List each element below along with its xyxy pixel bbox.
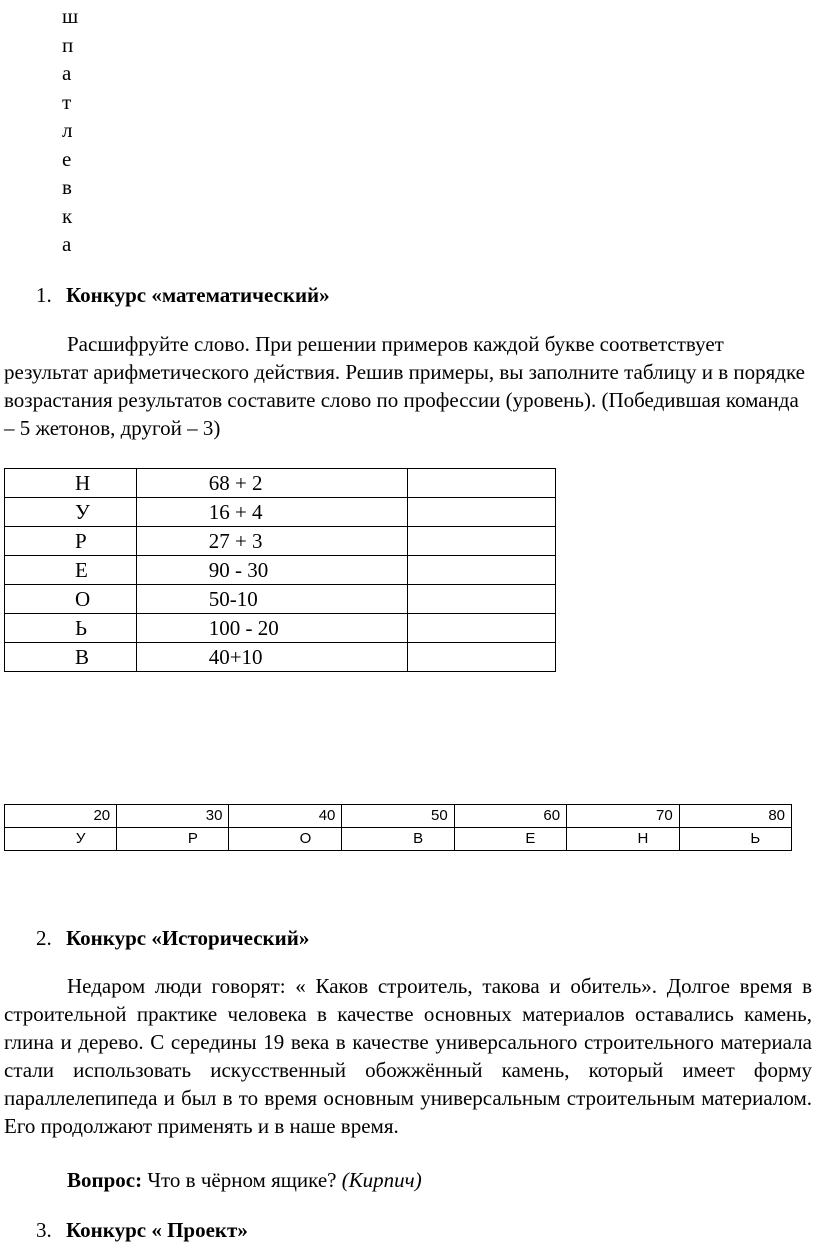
vertical-letter: к (62, 203, 73, 228)
letter-cell: Н (5, 469, 137, 498)
answer-numbers-row (5, 805, 792, 828)
answer-cell (407, 527, 555, 556)
section3-heading (36, 1218, 248, 1243)
vertical-letter: п (62, 32, 74, 57)
answer-letter-cell: Н (567, 828, 680, 851)
section1-paragraph: Расшифруйте слово. При решении примеров каждой букве соответствует результат арифметического действия. Решив примеры, вы заполните таблицу и в порядке возрастания результатов составите слово по профессии (уровень). (Победившая команда – 5 жетонов, другой – 3) (4, 332, 805, 440)
letter-cell: Р (5, 527, 137, 556)
vertical-letter: а (62, 232, 72, 256)
answer-number-cell: 60 (454, 805, 566, 828)
section2-heading (36, 926, 309, 951)
expression-cell: 27 + 3 (136, 527, 407, 556)
section3-number: 3. (36, 1218, 52, 1242)
answer-letter-cell: О (229, 828, 342, 851)
table-row (5, 469, 556, 498)
expression-cell: 68 + 2 (136, 469, 407, 498)
answer-key-table (4, 804, 792, 851)
expression-cell: 50-10 (136, 585, 407, 614)
vertical-letter: а (62, 61, 72, 85)
vertical-word (62, 2, 92, 259)
answer-number-cell: 50 (342, 805, 454, 828)
question-answer: (Кирпич) (341, 1168, 422, 1192)
letter-cell: В (5, 643, 137, 672)
answer-number-cell: 40 (229, 805, 342, 828)
table-row (5, 498, 556, 527)
answer-letter-cell: У (5, 828, 117, 851)
answer-cell (407, 498, 555, 527)
section2-paragraph: Недаром люди говорят: « Каков строитель, такова и обитель». Долгое время в строительной практике человека в качестве основных материалов оставались камень, глина и дерево. С середины 19 века в качестве универсального строительного материала стали использовать искусственный обожжённый камень, который имеет форму параллелепипеда и был в то время основным универсальным строительным материалом. Его продолжают применять и в наше время. (4, 974, 812, 1138)
section1-title: Конкурс «математический» (66, 283, 330, 307)
answer-number-cell: 80 (679, 805, 791, 828)
expression-cell: 40+10 (136, 643, 407, 672)
answer-letter-cell: Р (117, 828, 229, 851)
expression-cell: 100 - 20 (136, 614, 407, 643)
answer-letters-row (5, 828, 792, 851)
table-row (5, 585, 556, 614)
vertical-letter: в (62, 175, 72, 199)
expression-cell: 16 + 4 (136, 498, 407, 527)
letter-cell: У (5, 498, 137, 527)
answer-cell (407, 556, 555, 585)
table-row (5, 614, 556, 643)
answer-number-cell: 20 (5, 805, 117, 828)
answer-letter-cell: Е (454, 828, 566, 851)
answer-letter-cell: В (342, 828, 454, 851)
section1-number: 1. (36, 283, 52, 307)
question-label: Вопрос: (67, 1168, 143, 1192)
section2-title: Конкурс «Исторический» (66, 926, 310, 950)
examples-table (4, 468, 556, 672)
letter-cell: Е (5, 556, 137, 585)
answer-letter-cell: Ь (679, 828, 791, 851)
table-row (5, 556, 556, 585)
answer-cell (407, 643, 555, 672)
vertical-letter: т (62, 89, 72, 114)
section2-number: 2. (36, 926, 52, 950)
letter-cell: О (5, 585, 137, 614)
answer-number-cell: 30 (117, 805, 229, 828)
question-line (67, 1168, 422, 1193)
answer-number-cell: 70 (567, 805, 680, 828)
vertical-letter: л (62, 118, 73, 142)
section1-heading (36, 283, 330, 308)
expression-cell: 90 - 30 (136, 556, 407, 585)
answer-cell (407, 469, 555, 498)
answer-cell (407, 585, 555, 614)
vertical-letter: е (62, 146, 72, 171)
letter-cell: Ь (5, 614, 137, 643)
question-text: Что в чёрном ящике? (147, 1168, 337, 1192)
table-row (5, 643, 556, 672)
table-row (5, 527, 556, 556)
answer-cell (407, 614, 555, 643)
vertical-letter: ш (62, 4, 79, 28)
section3-title: Конкурс « Проект» (66, 1218, 248, 1242)
